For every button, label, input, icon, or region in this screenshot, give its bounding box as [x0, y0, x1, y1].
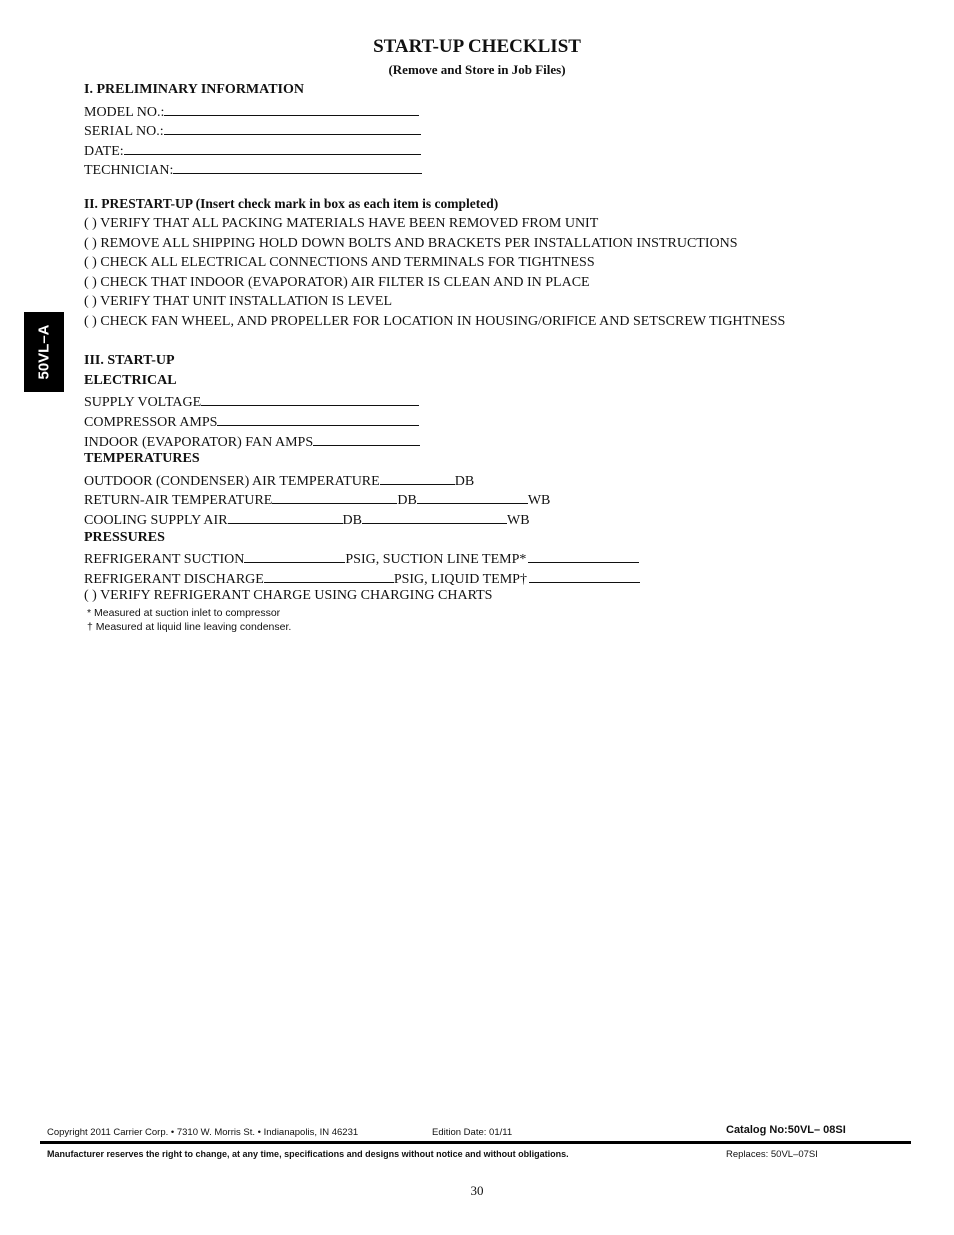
fan-amps-blank[interactable] [313, 431, 420, 446]
page-number: 30 [470, 1183, 484, 1198]
fan-amps-field[interactable] [84, 431, 420, 452]
serial-no-label: SERIAL NO.: [84, 124, 164, 139]
cooling-supply-field[interactable] [84, 509, 530, 530]
suction-line-temp-label: PSIG, SUCTION LINE TEMP* [345, 552, 527, 567]
cooling-supply-db-blank[interactable] [228, 509, 343, 524]
date-blank[interactable] [124, 140, 421, 155]
return-air-label: RETURN-AIR TEMPERATURE [84, 493, 273, 508]
wb-unit: WB [507, 513, 530, 528]
date-label: DATE: [84, 144, 124, 159]
model-no-blank[interactable] [164, 101, 419, 116]
fan-amps-label: INDOOR (EVAPORATOR) FAN AMPS [84, 435, 314, 450]
prestart-item[interactable]: ( ) CHECK ALL ELECTRICAL CONNECTIONS AND TERMINALS FOR TIGHTNESS [84, 255, 595, 270]
db-unit: DB [454, 474, 475, 489]
section-prestart-heading: II. PRESTART-UP (Insert check mark in box as each item is completed) [84, 196, 499, 211]
edition-date: Edition Date: 01/11 [432, 1127, 513, 1138]
model-no-field[interactable] [84, 101, 419, 122]
disclaimer-text: Manufacturer reserves the right to change, at any time, specifications and designs without notice and without obligations. [47, 1149, 569, 1159]
refrigerant-suction-label: REFRIGERANT SUCTION [84, 552, 245, 567]
db-unit: DB [342, 513, 362, 528]
liquid-temp-blank[interactable] [529, 568, 640, 583]
copyright-text: Copyright 2011 Carrier Corp. • 7310 W. Morris St. • Indianapolis, IN 46231 [47, 1127, 359, 1138]
return-air-temp-field[interactable] [84, 489, 550, 510]
supply-voltage-label: SUPPLY VOLTAGE [84, 395, 202, 410]
suction-psig-blank[interactable] [244, 548, 345, 563]
side-tab-label: 50VL–A [35, 324, 53, 380]
prestart-item[interactable]: ( ) VERIFY THAT ALL PACKING MATERIALS HAVE BEEN REMOVED FROM UNIT [84, 216, 599, 231]
section-preliminary-heading: I. PRELIMINARY INFORMATION [84, 82, 305, 97]
outdoor-temp-field[interactable] [84, 470, 474, 491]
footer-divider [40, 1141, 911, 1144]
prestart-item[interactable]: ( ) VERIFY THAT UNIT INSTALLATION IS LEVEL [84, 294, 393, 309]
pressures-heading: PRESSURES [84, 530, 165, 545]
verify-charge-item[interactable]: ( ) VERIFY REFRIGERANT CHARGE USING CHARGING CHARTS [84, 588, 493, 603]
serial-no-field[interactable] [84, 120, 421, 141]
suction-line-temp-blank[interactable] [528, 548, 639, 563]
technician-blank[interactable] [173, 159, 422, 174]
supply-voltage-blank[interactable] [201, 391, 419, 406]
side-tab [24, 312, 64, 392]
section-startup-heading: III. START-UP [84, 353, 175, 368]
compressor-amps-blank[interactable] [217, 411, 419, 426]
technician-label: TECHNICIAN: [84, 163, 174, 178]
prestart-item[interactable]: ( ) CHECK THAT INDOOR (EVAPORATOR) AIR FILTER IS CLEAN AND IN PLACE [84, 275, 590, 290]
serial-no-blank[interactable] [164, 120, 421, 135]
catalog-number: Catalog No:50VL– 08SI [726, 1124, 846, 1136]
discharge-psig-blank[interactable] [264, 568, 394, 583]
supply-voltage-field[interactable] [84, 391, 419, 412]
temperatures-heading: TEMPERATURES [84, 451, 200, 466]
db-unit: DB [397, 493, 417, 508]
page-subtitle: (Remove and Store in Job Files) [388, 62, 566, 77]
prestart-item[interactable]: ( ) REMOVE ALL SHIPPING HOLD DOWN BOLTS AND BRACKETS PER INSTALLATION INSTRUCTIONS [84, 236, 738, 251]
return-air-db-blank[interactable] [272, 489, 397, 504]
technician-field[interactable] [84, 159, 422, 180]
wb-unit: WB [527, 493, 551, 508]
return-air-wb-blank[interactable] [417, 489, 528, 504]
cooling-supply-wb-blank[interactable] [362, 509, 507, 524]
refrigerant-suction-field[interactable] [84, 548, 639, 569]
compressor-amps-label: COMPRESSOR AMPS [84, 415, 218, 430]
refrigerant-discharge-field[interactable] [84, 568, 640, 589]
outdoor-temp-label: OUTDOOR (CONDENSER) AIR TEMPERATURE [84, 474, 380, 489]
cooling-supply-label: COOLING SUPPLY AIR [84, 513, 228, 528]
replaces-text: Replaces: 50VL–07SI [726, 1149, 818, 1160]
refrigerant-discharge-label: REFRIGERANT DISCHARGE [84, 572, 264, 587]
date-field[interactable] [84, 140, 421, 161]
liquid-temp-label: PSIG, LIQUID TEMP† [393, 572, 527, 587]
page-title: START-UP CHECKLIST [373, 36, 581, 57]
liquid-footnote: † Measured at liquid line leaving condenser. [87, 621, 292, 633]
prestart-item[interactable]: ( ) CHECK FAN WHEEL, AND PROPELLER FOR LOCATION IN HOUSING/ORIFICE AND SETSCREW TIGHTNESS [84, 314, 786, 329]
electrical-heading: ELECTRICAL [84, 373, 177, 388]
suction-footnote: * Measured at suction inlet to compressor [87, 607, 281, 619]
model-no-label: MODEL NO.: [84, 105, 165, 120]
compressor-amps-field[interactable] [84, 411, 419, 432]
outdoor-temp-db-blank[interactable] [380, 470, 455, 485]
